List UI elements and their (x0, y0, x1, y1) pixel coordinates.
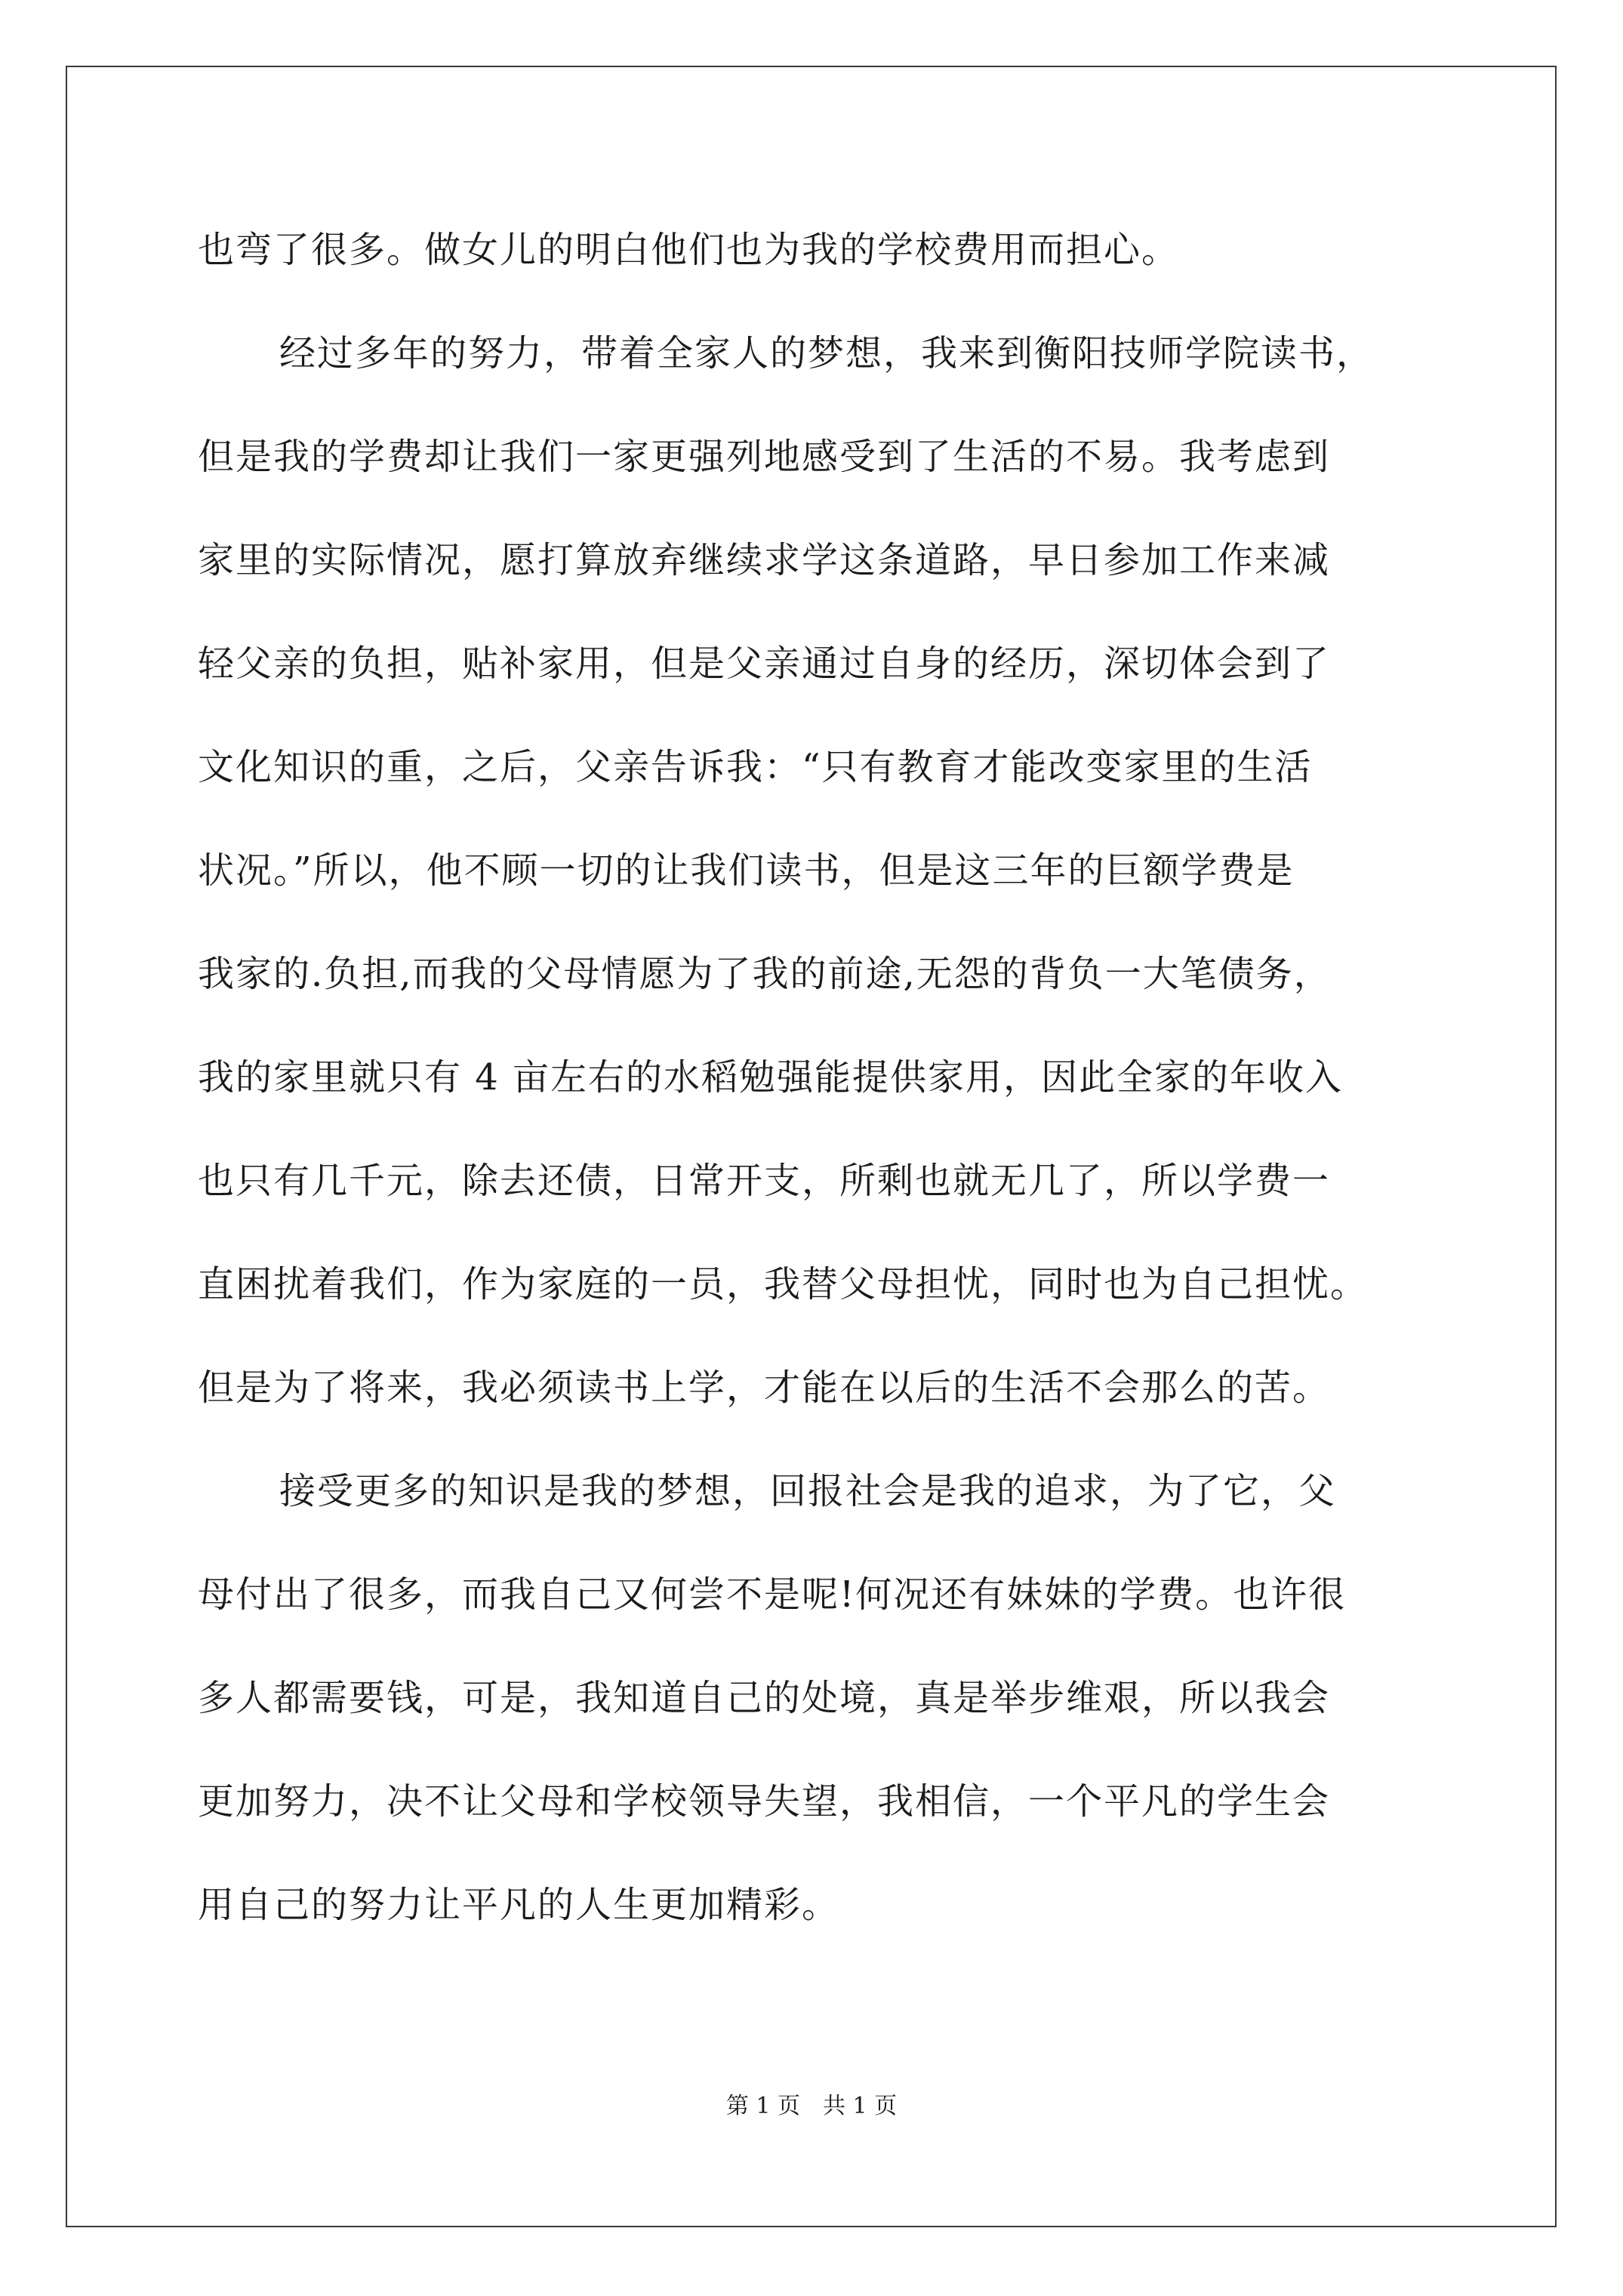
text-line-3: 但是我的学费却让我们一家更强列地感受到了生活的不易。我考虑到 (198, 436, 1331, 478)
total-pages: 共 1 页 (823, 2093, 898, 2119)
text-line-2: 经过多年的努力，带着全家人的梦想，我来到衡阳技师学院读书， (279, 332, 1375, 374)
text-line-10: 也只有几千元，除去还债，日常开支，所剩也就无几了，所以学费一 (198, 1160, 1331, 1202)
text-line-12: 但是为了将来，我必须读书上学，才能在以后的生活不会那么的苦。 (198, 1367, 1331, 1409)
text-line-5: 轻父亲的负担，贴补家用，但是父亲通过自身的经历，深切体会到了 (198, 643, 1331, 685)
text-line-8: 我家的.负担,而我的父母情愿为了我的前途,无怨的背负一大笔债务， (198, 953, 1332, 995)
text-line-4: 家里的实际情况，愿打算放弃继续求学这条道路，早日参加工作来减 (198, 539, 1331, 581)
text-line-9: 我的家里就只有 4 亩左右的水稻勉强能提供家用，因此全家的年收入 (198, 1056, 1344, 1099)
text-line-14: 母付出了很多，而我自己又何尝不是呢!何况还有妹妹的学费。也许很 (198, 1573, 1347, 1616)
text-line-7: 状况。”所以，他不顾一切的让我们读书，但是这三年的巨额学费是 (198, 849, 1295, 892)
page-footer (0, 2091, 1623, 2122)
text-line-6: 文化知识的重，之后，父亲告诉我：“只有教育才能改变家里的生活 (198, 746, 1313, 788)
document-body (198, 199, 1481, 1957)
text-line-17: 用自己的努力让平凡的人生更加精彩。 (198, 1884, 840, 1926)
text-line-11: 直困扰着我们，作为家庭的一员，我替父母担忧，同时也为自己担忧。 (198, 1263, 1369, 1305)
page-number: 第 1 页 (725, 2093, 800, 2119)
text-line-16: 更加努力，决不让父母和学校领导失望，我相信，一个平凡的学生会 (198, 1780, 1331, 1823)
text-line-1: 也弯了很多。做女儿的明白他们也为我的学校费用而担心。 (198, 229, 1180, 271)
text-line-13: 接受更多的知识是我的梦想，回报社会是我的追求，为了它，父 (279, 1470, 1337, 1512)
text-line-15: 多人都需要钱，可是，我知道自己的处境，真是举步维艰，所以我会 (198, 1677, 1331, 1719)
